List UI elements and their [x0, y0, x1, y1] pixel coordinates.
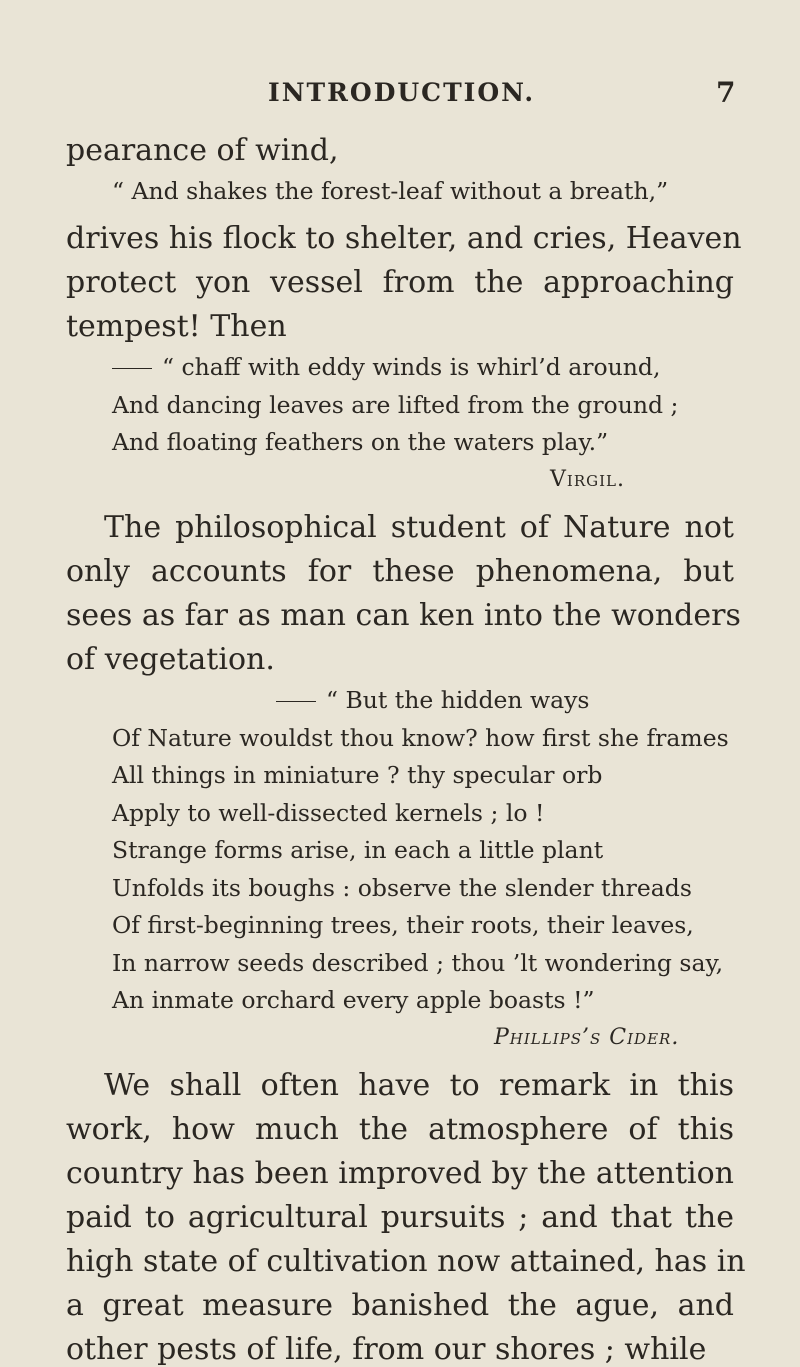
- verse-line-with-dash: [112, 353, 661, 381]
- verse-line: All things in miniature ? thy specular orb: [112, 761, 603, 789]
- em-dash-rule: [276, 701, 316, 702]
- prose-line: The philosophical student of Nature not: [104, 510, 734, 545]
- prose-line: other pests of life, from our shores ; while: [66, 1332, 707, 1367]
- prose-line: high state of cultivation now attained, has in: [66, 1244, 746, 1279]
- verse-line: And floating feathers on the waters play.”: [112, 428, 609, 456]
- verse-line: Strange forms arise, in each a little plant: [112, 836, 604, 864]
- prose-line: drives his flock to shelter, and cries, Heaven: [66, 221, 742, 256]
- verse-line: Unfolds its boughs : observe the slender threads: [112, 873, 692, 902]
- prose-line: We shall often have to remark in this: [104, 1068, 734, 1103]
- verse-line-with-dash: [276, 686, 590, 714]
- verse-line: Of Nature wouldst thou know? how first she frames: [112, 723, 729, 752]
- verse-line: “ And shakes the forest-leaf without a breath,”: [112, 177, 669, 205]
- prose-line: a great measure banished the ague, and: [66, 1288, 734, 1323]
- verse-text: “ But the hidden ways: [326, 686, 590, 714]
- prose-line: sees as far as man can ken into the wonders: [66, 598, 741, 633]
- verse-line: An inmate orchard every apple boasts !”: [112, 986, 595, 1014]
- verse-text: “ chaff with eddy winds is whirl’d around,: [162, 353, 661, 381]
- prose-line: protect yon vessel from the approaching: [66, 265, 734, 300]
- verse-line: Apply to well-dissected kernels ; lo !: [112, 798, 545, 827]
- prose-line: work, how much the atmosphere of this: [66, 1112, 734, 1147]
- prose-line: country has been improved by the attention: [66, 1156, 734, 1191]
- page-header: [0, 78, 800, 118]
- prose-line: tempest! Then: [66, 309, 287, 344]
- running-head: INTRODUCTION.: [268, 78, 536, 107]
- prose-line: paid to agricultural pursuits ; and that the: [66, 1200, 734, 1235]
- prose-line: of vegetation.: [66, 642, 275, 677]
- em-dash-rule: [112, 368, 152, 369]
- verse-line: In narrow seeds described ; thou ’lt wondering say,: [112, 948, 724, 977]
- verse-line: And dancing leaves are lifted from the ground ;: [112, 390, 679, 419]
- verse-line: Of first-beginning trees, their roots, their leaves,: [112, 911, 694, 939]
- attribution: Phillips’s Cider.: [494, 1025, 680, 1050]
- prose-line: only accounts for these phenomena, but: [66, 554, 734, 589]
- attribution: Virgil.: [550, 467, 625, 492]
- page-number: 7: [716, 76, 736, 109]
- prose-line: pearance of wind,: [66, 133, 339, 168]
